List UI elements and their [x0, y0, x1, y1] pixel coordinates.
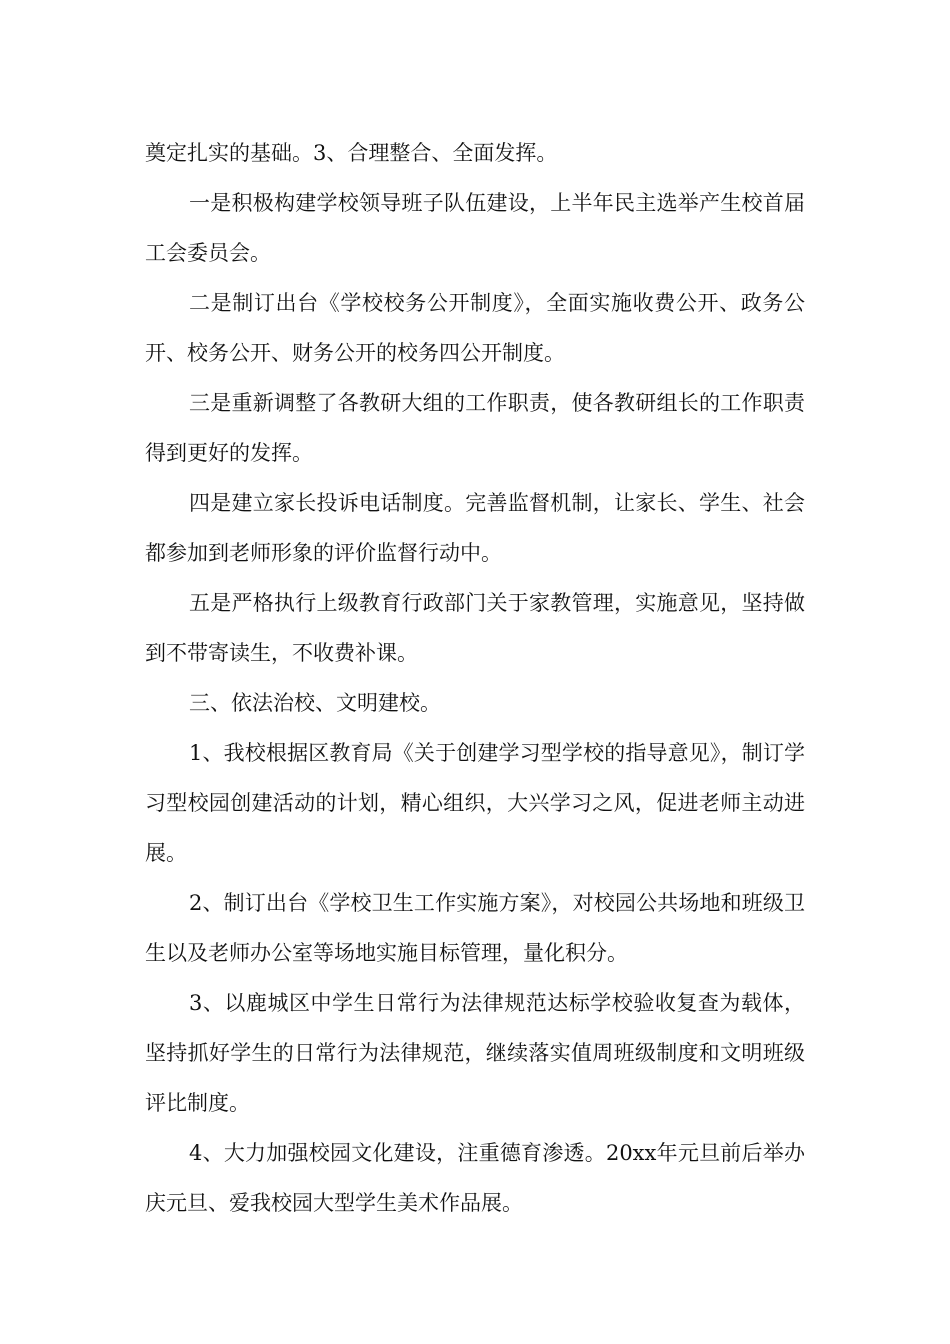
- paragraph-5: 四是建立家长投诉电话制度。完善监督机制，让家长、学生、社会都参加到老师形象的评价监督行动中。: [145, 491, 805, 565]
- paragraph-3: 二是制订出台《学校校务公开制度》，全面实施收费公开、政务公开、校务公开、财务公开的校务四公开制度。: [145, 291, 805, 365]
- paragraph-10: 3、以鹿城区中学生日常行为法律规范达标学校验收复查为载体，坚持抓好学生的日常行为法律规范，继续落实值周班级制度和文明班级评比制度。: [145, 991, 805, 1115]
- document-body: [145, 128, 805, 1228]
- paragraph-4: 三是重新调整了各教研大组的工作职责，使各教研组长的工作职责得到更好的发挥。: [145, 391, 805, 465]
- paragraph-2: 一是积极构建学校领导班子队伍建设，上半年民主选举产生校首届工会委员会。: [145, 191, 805, 265]
- paragraph-6: 五是严格执行上级教育行政部门关于家教管理，实施意见，坚持做到不带寄读生，不收费补课。: [145, 591, 805, 665]
- paragraph-8: 1、我校根据区教育局《关于创建学习型学校的指导意见》，制订学习型校园创建活动的计划，精心组织，大兴学习之风，促进老师主动进展。: [145, 741, 805, 865]
- paragraph-11: 4、大力加强校园文化建设，注重德育渗透。20xx年元旦前后举办庆元旦、爱我校园大型学生美术作品展。: [145, 1141, 805, 1215]
- section-heading: 三、依法治校、文明建校。: [189, 691, 441, 715]
- paragraph-1: 奠定扎实的基础。3、合理整合、全面发挥。: [145, 141, 558, 165]
- paragraph-9: 2、制订出台《学校卫生工作实施方案》，对校园公共场地和班级卫生以及老师办公室等场地实施目标管理，量化积分。: [145, 891, 805, 965]
